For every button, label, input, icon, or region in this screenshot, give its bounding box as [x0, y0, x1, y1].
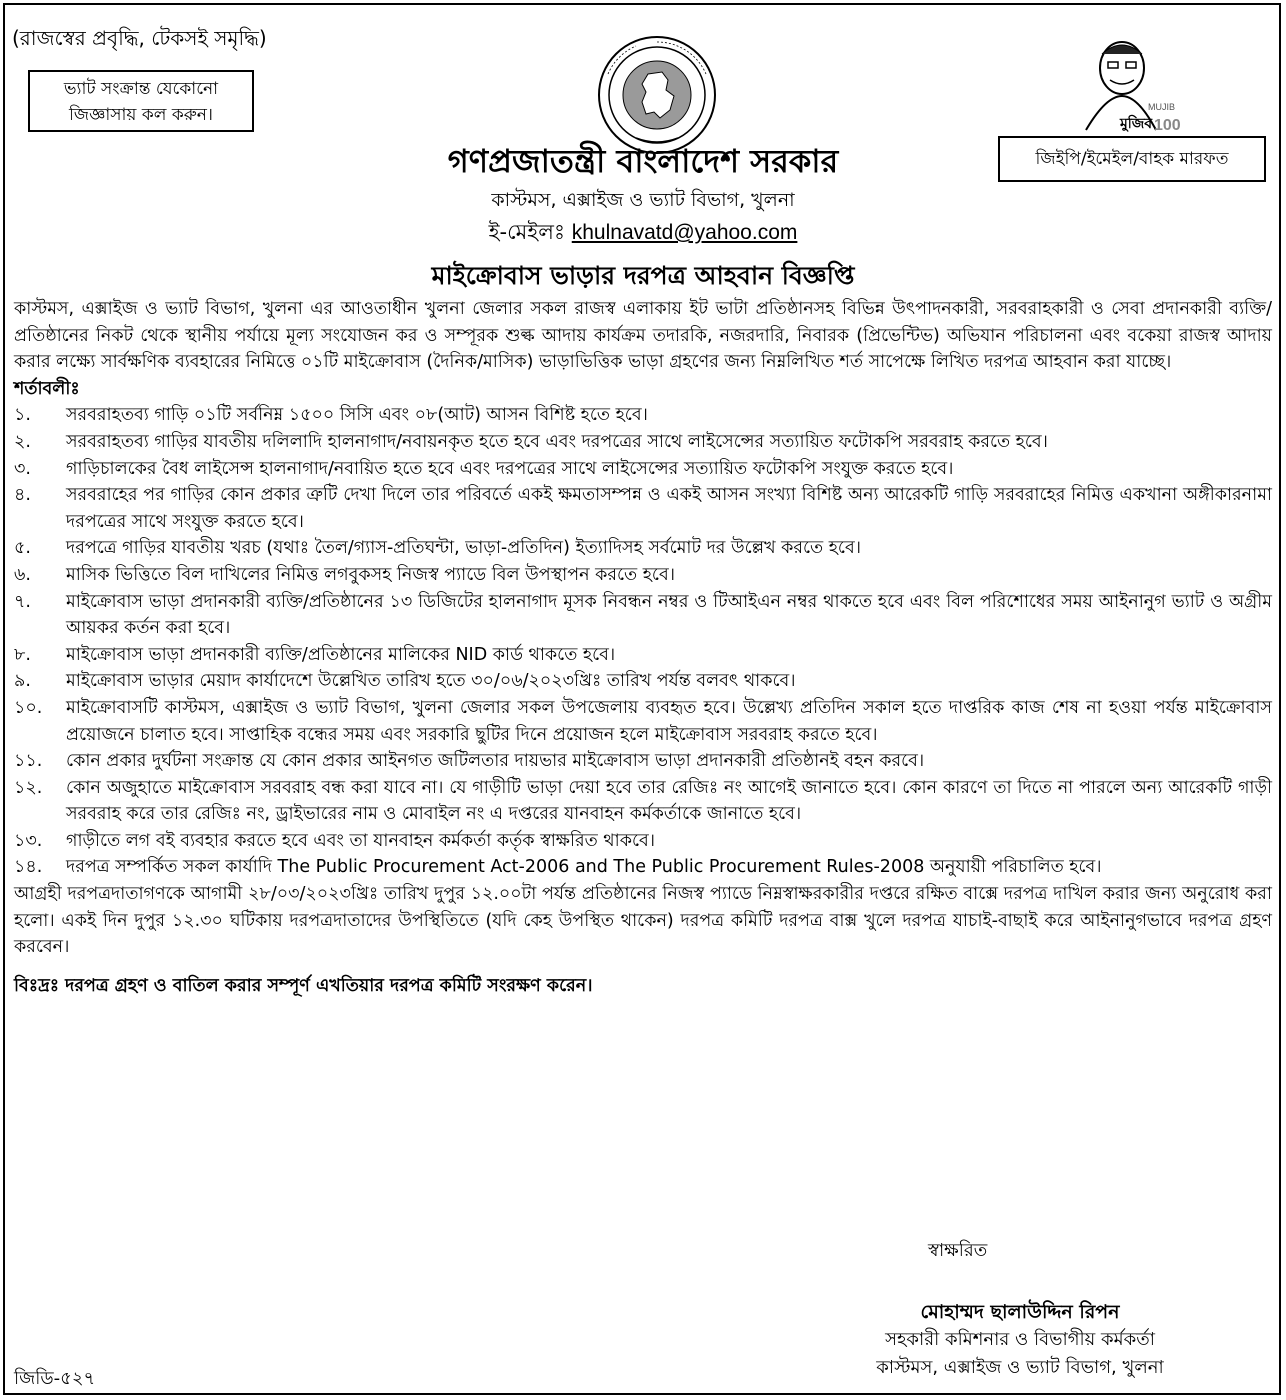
signed-label: স্বাক্ষরিত: [928, 1240, 988, 1261]
condition-text: মাসিক ভিত্তিতে বিল দাখিলের নিমিত্ত লগবুকসহ নিজস্ব প্যাডে বিল উপস্থাপন করতে হবে।: [66, 564, 675, 585]
condition-number: ৯.: [14, 671, 31, 692]
condition-number: ৪.: [14, 485, 31, 506]
signatory-designation: সহকারী কমিশনার ও বিভাগীয় কর্মকর্তা: [885, 1329, 1155, 1350]
condition-text: কোন অজুহাতে মাইক্রোবাস সরবরাহ বন্ধ করা যাবে না। যে গাড়ীটি ভাড়া দেয়া হবে তার রেজিঃ নং আগেই জানাতে হবে। কোন কারণে তা দিতে না পারলে অন্য আরেকটি গাড়ী সরবরাহ করে তার রেজিঃ নং, ড্রাইভারের নাম ও মোবাইল নং এ দপ্তরের যানবাহন কর্মকর্তাকে জানাতে হবে।: [66, 777, 1272, 825]
condition-text: মাইক্রোবাস ভাড়া প্রদানকারী ব্যক্তি/প্রতিষ্ঠানের মালিকের NID কার্ড থাকতে হবে।: [66, 644, 616, 665]
vat-box-line1: ভ্যাট সংক্রান্ত যেকোনো: [63, 79, 219, 99]
delivery-method-box: জিইপি/ইমেইল/বাহক মারফত: [998, 136, 1266, 182]
condition-text: সরবরাহতব্য গাড়ি ০১টি সর্বনিম্ন ১৫০০ সিসি এবং ০৮(আট) আসন বিশিষ্ট হতে হবে।: [66, 405, 648, 426]
note: বিঃদ্রঃ দরপত্র গ্রহণ ও বাতিল করার সম্পূর্ণ এখতিয়ার দরপত্র কমিটি সংরক্ষণ করেন।: [14, 975, 593, 996]
condition-item: [14, 668, 1272, 695]
svg-text:মুজিব: মুজিব: [1120, 116, 1153, 132]
condition-item: [14, 775, 1272, 828]
conditions-list: [14, 402, 1272, 881]
condition-number: ১৪.: [14, 857, 43, 878]
condition-text: দরপত্রে গাড়ির যাবতীয় খরচ (যথাঃ তৈল/গ্যাস-প্রতিঘন্টা, ভাড়া-প্রতিদিন) ইত্যাদিসহ সর্বমোট দর উল্লেখ করতে হবে।: [66, 538, 861, 559]
mujib-centenary-logo-icon: [1066, 34, 1190, 134]
condition-item: [14, 828, 1272, 855]
condition-text: গাড়িচালকের বৈধ লাইসেন্স হালনাগাদ/নবায়িত হতে হবে এবং দরপত্রের সাথে লাইসেন্সের সত্যায়িত ফটোকপি সংযুক্ত করতে হবে।: [66, 458, 954, 479]
signatory-name: মোহাম্মদ ছালাউদ্দিন রিপন: [920, 1301, 1120, 1323]
svg-text:MUJIB: MUJIB: [1148, 102, 1175, 112]
condition-number: ১১.: [14, 751, 43, 772]
condition-text: কোন প্রকার দুর্ঘটনা সংক্রান্ত যে কোন প্রকার আইনগত জটিলতার দায়ভার মাইক্রোবাস ভাড়া প্রদানকারী প্রতিষ্ঠানই বহন করবে।: [66, 751, 925, 772]
condition-text: মাইক্রোবাস ভাড়া প্রদানকারী ব্যক্তি/প্রতিষ্ঠানের ১৩ ডিজিটের হালনাগাদ মূসক নিবন্ধন নম্বর ও টিআইএন নম্বর থাকতে হবে এবং বিল পরিশোধের সময় আইনানুগ ভ্যাট ও অগ্রীম আয়কর কর্তন করা হবে।: [66, 591, 1272, 639]
condition-item: [14, 402, 1272, 429]
condition-item: [14, 456, 1272, 483]
slogan: (রাজস্বের প্রবৃদ্ধি, টেকসই সমৃদ্ধি): [12, 26, 267, 50]
condition-item: [14, 854, 1272, 881]
condition-item: [14, 589, 1272, 642]
signature-block: [760, 1298, 1280, 1382]
condition-number: ২.: [14, 431, 31, 452]
gd-number: জিডি-৫২৭: [14, 1368, 96, 1389]
condition-number: ৬.: [14, 564, 31, 585]
condition-item: [14, 748, 1272, 775]
department-name: কাস্টমস, এক্সাইজ ও ভ্যাট বিভাগ, খুলনা: [491, 189, 795, 211]
government-title: গণপ্রজাতন্ত্রী বাংলাদেশ সরকার: [447, 142, 839, 180]
condition-number: ৮.: [14, 644, 31, 665]
email-link[interactable]: khulnavatd@yahoo.com: [571, 221, 798, 244]
condition-item: [14, 562, 1272, 589]
svg-text:100: 100: [1154, 117, 1181, 134]
condition-item: [14, 695, 1272, 748]
condition-item: [14, 535, 1272, 562]
notice-body: [14, 296, 1272, 999]
condition-number: ১০.: [14, 697, 43, 718]
intro-paragraph: কাস্টমস, এক্সাইজ ও ভ্যাট বিভাগ, খুলনা এর আওতাধীন খুলনা জেলার সকল রাজস্ব এলাকায় ইট ভাটা প্রতিষ্ঠানসহ বিভিন্ন উৎপাদনকারী, সরবরাহকারী ও সেবা প্রদানকারী ব্যক্তি/প্রতিষ্ঠানের নিকট থেকে স্থানীয় পর্যায়ে মূল্য সংযোজন কর ও সম্পূরক শুল্ক আদায় কার্যক্রম তদারকি, নজরদারি, নিবারক (প্রিভেন্টিভ) অভিযান পরিচালনা এবং বকেয়া রাজস্ব আদায় করার লক্ষ্যে সার্বক্ষণিক ব্যবহারের নিমিত্তে ০১টি মাইক্রোবাস (দৈনিক/মাসিক) ভাড়াভিত্তিক ভাড়া গ্রহণের জন্য নিম্নলিখিত শর্ত সাপেক্ষে লিখিত দরপত্র আহবান করা যাচ্ছে।: [14, 299, 1272, 373]
condition-text: সরবরাহতব্য গাড়ির যাবতীয় দলিলাদি হালনাগাদ/নবায়নকৃত হতে হবে এবং দরপত্রের সাথে লাইসেন্সের সত্যায়িত ফটোকপি সরবরাহ করতে হবে।: [66, 431, 1048, 452]
condition-number: ১.: [14, 405, 31, 426]
condition-number: ৭.: [14, 591, 31, 612]
condition-text: সরবরাহের পর গাড়ির কোন প্রকার ত্রুটি দেখা দিলে তার পরিবর্তে একই ক্ষমতাসম্পন্ন ও একই আসন সংখ্যা বিশিষ্ট অন্য আরেকটি গাড়ি সরবরাহের নিমিত্ত একখানা অঙ্গীকারনামা দরপত্রের সাথে সংযুক্ত করতে হবে।: [66, 485, 1272, 532]
signatory-office: কাস্টমস, এক্সাইজ ও ভ্যাট বিভাগ, খুলনা: [876, 1357, 1164, 1378]
condition-item: [14, 642, 1272, 669]
email-label: ই-মেইলঃ: [488, 220, 572, 244]
condition-text: মাইক্রোবাসটি কাস্টমস, এক্সাইজ ও ভ্যাট বিভাগ, খুলনা জেলার সকল উপজেলায় ব্যবহৃত হবে। উল্লেখ্য প্রতিদিন সকাল হতে দাপ্তরিক কাজ শেষ না হওয়া পর্যন্ত মাইক্রোবাস প্রয়োজনে চালাত হবে। সাপ্তাহিক বন্ধের সময় এবং সরকারি ছুটির দিনে প্রয়োজন হলে মাইক্রোবাস সরবরাহ করতে হবে।: [66, 697, 1272, 745]
condition-text: গাড়ীতে লগ বই ব্যবহার করতে হবে এবং তা যানবাহন কর্মকর্তা কর্তৃক স্বাক্ষরিত থাকবে।: [66, 830, 655, 851]
closing-paragraph: আগ্রহী দরপত্রদাতাগণকে আগামী ২৮/০৩/২০২৩খ্রিঃ তারিখ দুপুর ১২.০০টা পর্যন্ত প্রতিষ্ঠানের নিজস্ব প্যাডে নিম্নস্বাক্ষরকারীর দপ্তরে রক্ষিত বাক্সে দরপত্র দাখিল করার জন্য অনুরোধ করা হলো। একই দিন দুপুর ১২.৩০ ঘটিকায় দরপত্রদাতাদের উপস্থিতিতে (যদি কেহ উপস্থিত থাকেন) দরপত্র কমিটি দরপত্র বাক্স খুলে দরপত্র যাচাই-বাছাই করে আইনানুগভাবে দরপত্র গ্রহণ করবেন।: [14, 884, 1272, 958]
condition-text: দরপত্র সম্পর্কিত সকল কার্যাদি The Public Procurement Act-2006 and The Public Procurement Rules-2008 অনুযায়ী পরিচালিত হবে।: [66, 857, 1102, 878]
condition-number: ৩.: [14, 458, 31, 479]
condition-number: ১৩.: [14, 830, 43, 851]
email-line: [0, 216, 1286, 251]
condition-text: মাইক্রোবাস ভাড়ার মেয়াদ কার্যাদেশে উল্লেখিত তারিখ হতে ৩০/০৬/২০২৩খ্রিঃ তারিখ পর্যন্ত বলবৎ থাকবে।: [66, 671, 796, 692]
condition-item: [14, 429, 1272, 456]
vat-box-line2: জিজ্ঞাসায় কল করুন।: [69, 105, 213, 125]
condition-number: ১২.: [14, 777, 43, 798]
notice-title: মাইক্রোবাস ভাড়ার দরপত্র আহবান বিজ্ঞপ্তি: [431, 261, 855, 290]
condition-item: [14, 482, 1272, 535]
condition-number: ৫.: [14, 538, 31, 559]
conditions-heading: শর্তাবলীঃ: [14, 378, 80, 399]
vat-helpline-box: [28, 70, 254, 132]
